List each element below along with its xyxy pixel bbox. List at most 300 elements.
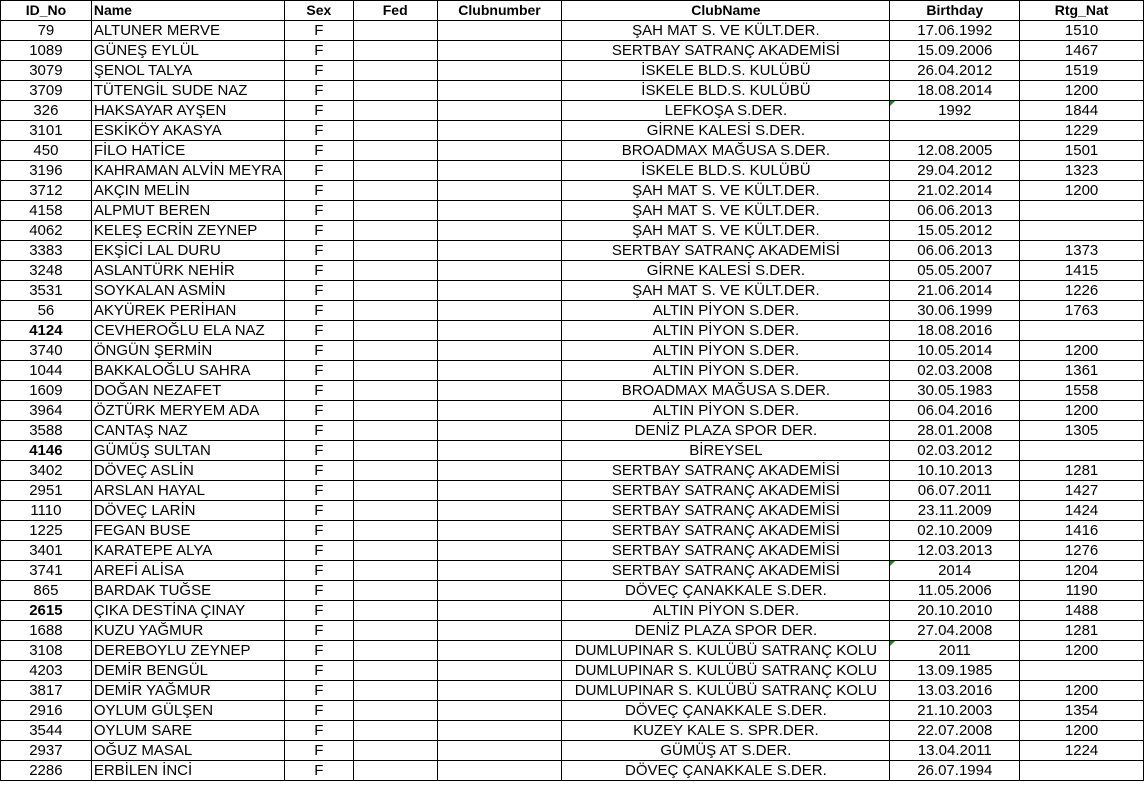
- cell-rtg-nat[interactable]: 1200: [1020, 721, 1144, 741]
- cell-rtg-nat[interactable]: 1305: [1020, 421, 1144, 441]
- cell-fed[interactable]: [353, 641, 437, 661]
- cell-sex[interactable]: F: [284, 141, 353, 161]
- cell-clubnumber[interactable]: [437, 301, 562, 321]
- cell-fed[interactable]: [353, 261, 437, 281]
- cell-name[interactable]: DEREBOYLU ZEYNEP: [91, 641, 284, 661]
- cell-birthday[interactable]: 30.05.1983: [890, 381, 1020, 401]
- cell-clubname[interactable]: İSKELE BLD.S. KULÜBÜ: [562, 161, 890, 181]
- cell-rtg-nat[interactable]: 1416: [1020, 521, 1144, 541]
- cell-birthday[interactable]: 06.07.2011: [890, 481, 1020, 501]
- cell-fed[interactable]: [353, 761, 437, 781]
- cell-birthday[interactable]: 12.08.2005: [890, 141, 1020, 161]
- cell-fed[interactable]: [353, 141, 437, 161]
- cell-rtg-nat[interactable]: 1200: [1020, 81, 1144, 101]
- cell-birthday[interactable]: 12.03.2013: [890, 541, 1020, 561]
- cell-birthday[interactable]: 17.06.1992: [890, 21, 1020, 41]
- cell-clubname[interactable]: KUZEY KALE S. SPR.DER.: [562, 721, 890, 741]
- cell-rtg-nat[interactable]: 1190: [1020, 581, 1144, 601]
- cell-clubnumber[interactable]: [437, 161, 562, 181]
- cell-name[interactable]: BARDAK TUĞSE: [91, 581, 284, 601]
- cell-sex[interactable]: F: [284, 201, 353, 221]
- cell-clubnumber[interactable]: [437, 521, 562, 541]
- cell-fed[interactable]: [353, 181, 437, 201]
- cell-rtg-nat[interactable]: 1558: [1020, 381, 1144, 401]
- cell-clubname[interactable]: DUMLUPINAR S. KULÜBÜ SATRANÇ KOLU: [562, 661, 890, 681]
- cell-fed[interactable]: [353, 421, 437, 441]
- cell-name[interactable]: OYLUM SARE: [91, 721, 284, 741]
- cell-id-no[interactable]: 3101: [1, 121, 92, 141]
- cell-id-no[interactable]: 1110: [1, 501, 92, 521]
- cell-id-no[interactable]: 3196: [1, 161, 92, 181]
- cell-clubname[interactable]: ŞAH MAT S. VE KÜLT.DER.: [562, 221, 890, 241]
- cell-rtg-nat[interactable]: [1020, 221, 1144, 241]
- cell-clubname[interactable]: ŞAH MAT S. VE KÜLT.DER.: [562, 281, 890, 301]
- cell-sex[interactable]: F: [284, 481, 353, 501]
- cell-id-no[interactable]: 4124: [1, 321, 92, 341]
- cell-sex[interactable]: F: [284, 681, 353, 701]
- cell-clubnumber[interactable]: [437, 181, 562, 201]
- cell-name[interactable]: ARSLAN HAYAL: [91, 481, 284, 501]
- cell-fed[interactable]: [353, 21, 437, 41]
- cell-rtg-nat[interactable]: 1229: [1020, 121, 1144, 141]
- cell-fed[interactable]: [353, 61, 437, 81]
- cell-id-no[interactable]: 4146: [1, 441, 92, 461]
- cell-name[interactable]: ÖNGÜN ŞERMİN: [91, 341, 284, 361]
- cell-birthday[interactable]: 21.06.2014: [890, 281, 1020, 301]
- cell-clubnumber[interactable]: [437, 201, 562, 221]
- cell-sex[interactable]: F: [284, 661, 353, 681]
- cell-rtg-nat[interactable]: [1020, 661, 1144, 681]
- cell-sex[interactable]: F: [284, 721, 353, 741]
- cell-clubname[interactable]: ALTIN PİYON S.DER.: [562, 601, 890, 621]
- cell-name[interactable]: CANTAŞ NAZ: [91, 421, 284, 441]
- cell-name[interactable]: AKÇIN MELİN: [91, 181, 284, 201]
- cell-sex[interactable]: F: [284, 421, 353, 441]
- cell-clubname[interactable]: SERTBAY SATRANÇ AKADEMİSİ: [562, 241, 890, 261]
- cell-id-no[interactable]: 3588: [1, 421, 92, 441]
- cell-sex[interactable]: F: [284, 501, 353, 521]
- cell-clubname[interactable]: ALTIN PİYON S.DER.: [562, 321, 890, 341]
- cell-clubnumber[interactable]: [437, 381, 562, 401]
- cell-rtg-nat[interactable]: 1354: [1020, 701, 1144, 721]
- cell-clubnumber[interactable]: [437, 501, 562, 521]
- cell-clubname[interactable]: ŞAH MAT S. VE KÜLT.DER.: [562, 181, 890, 201]
- cell-fed[interactable]: [353, 301, 437, 321]
- cell-rtg-nat[interactable]: [1020, 321, 1144, 341]
- cell-birthday[interactable]: 21.10.2003: [890, 701, 1020, 721]
- cell-name[interactable]: DOĞAN NEZAFET: [91, 381, 284, 401]
- cell-clubnumber[interactable]: [437, 581, 562, 601]
- cell-clubnumber[interactable]: [437, 61, 562, 81]
- cell-sex[interactable]: F: [284, 441, 353, 461]
- cell-name[interactable]: KARATEPE ALYA: [91, 541, 284, 561]
- cell-id-no[interactable]: 4203: [1, 661, 92, 681]
- cell-clubnumber[interactable]: [437, 121, 562, 141]
- cell-birthday[interactable]: 02.03.2012: [890, 441, 1020, 461]
- cell-sex[interactable]: F: [284, 541, 353, 561]
- cell-fed[interactable]: [353, 221, 437, 241]
- cell-name[interactable]: FİLO HATİCE: [91, 141, 284, 161]
- cell-clubnumber[interactable]: [437, 761, 562, 781]
- cell-birthday[interactable]: 21.02.2014: [890, 181, 1020, 201]
- cell-fed[interactable]: [353, 341, 437, 361]
- cell-id-no[interactable]: 3544: [1, 721, 92, 741]
- cell-name[interactable]: ÇIKA DESTİNA ÇINAY: [91, 601, 284, 621]
- cell-rtg-nat[interactable]: 1361: [1020, 361, 1144, 381]
- cell-id-no[interactable]: 56: [1, 301, 92, 321]
- cell-name[interactable]: KAHRAMAN ALVİN MEYRA: [91, 161, 284, 181]
- cell-clubname[interactable]: DENİZ PLAZA SPOR DER.: [562, 421, 890, 441]
- cell-rtg-nat[interactable]: 1200: [1020, 681, 1144, 701]
- cell-sex[interactable]: F: [284, 241, 353, 261]
- cell-fed[interactable]: [353, 101, 437, 121]
- header-birthday[interactable]: Birthday: [890, 1, 1020, 21]
- cell-clubname[interactable]: İSKELE BLD.S. KULÜBÜ: [562, 61, 890, 81]
- cell-name[interactable]: SOYKALAN ASMİN: [91, 281, 284, 301]
- cell-clubnumber[interactable]: [437, 261, 562, 281]
- cell-clubnumber[interactable]: [437, 141, 562, 161]
- cell-clubname[interactable]: ŞAH MAT S. VE KÜLT.DER.: [562, 21, 890, 41]
- cell-sex[interactable]: F: [284, 581, 353, 601]
- cell-birthday[interactable]: 28.01.2008: [890, 421, 1020, 441]
- cell-fed[interactable]: [353, 601, 437, 621]
- cell-name[interactable]: GÜMÜŞ SULTAN: [91, 441, 284, 461]
- cell-clubname[interactable]: SERTBAY SATRANÇ AKADEMİSİ: [562, 481, 890, 501]
- cell-rtg-nat[interactable]: 1200: [1020, 641, 1144, 661]
- cell-sex[interactable]: F: [284, 281, 353, 301]
- cell-fed[interactable]: [353, 41, 437, 61]
- cell-name[interactable]: ALPMUT BEREN: [91, 201, 284, 221]
- cell-rtg-nat[interactable]: 1424: [1020, 501, 1144, 521]
- cell-birthday[interactable]: 02.10.2009: [890, 521, 1020, 541]
- cell-clubname[interactable]: ALTIN PİYON S.DER.: [562, 341, 890, 361]
- cell-clubnumber[interactable]: [437, 341, 562, 361]
- cell-rtg-nat[interactable]: 1200: [1020, 401, 1144, 421]
- cell-birthday[interactable]: [890, 121, 1020, 141]
- cell-rtg-nat[interactable]: [1020, 441, 1144, 461]
- cell-clubnumber[interactable]: [437, 81, 562, 101]
- cell-rtg-nat[interactable]: 1501: [1020, 141, 1144, 161]
- cell-birthday[interactable]: 11.05.2006: [890, 581, 1020, 601]
- cell-id-no[interactable]: 2916: [1, 701, 92, 721]
- cell-id-no[interactable]: 1225: [1, 521, 92, 541]
- cell-rtg-nat[interactable]: 1415: [1020, 261, 1144, 281]
- cell-sex[interactable]: F: [284, 221, 353, 241]
- cell-id-no[interactable]: 1609: [1, 381, 92, 401]
- cell-birthday[interactable]: 15.09.2006: [890, 41, 1020, 61]
- cell-id-no[interactable]: 3964: [1, 401, 92, 421]
- cell-fed[interactable]: [353, 401, 437, 421]
- cell-sex[interactable]: F: [284, 641, 353, 661]
- cell-clubname[interactable]: LEFKOŞA S.DER.: [562, 101, 890, 121]
- cell-id-no[interactable]: 3709: [1, 81, 92, 101]
- cell-clubnumber[interactable]: [437, 641, 562, 661]
- cell-name[interactable]: FEGAN BUSE: [91, 521, 284, 541]
- cell-fed[interactable]: [353, 521, 437, 541]
- cell-clubnumber[interactable]: [437, 241, 562, 261]
- cell-id-no[interactable]: 2286: [1, 761, 92, 781]
- cell-clubname[interactable]: BROADMAX MAĞUSA S.DER.: [562, 141, 890, 161]
- cell-clubnumber[interactable]: [437, 621, 562, 641]
- cell-clubnumber[interactable]: [437, 401, 562, 421]
- cell-name[interactable]: OYLUM GÜLŞEN: [91, 701, 284, 721]
- cell-rtg-nat[interactable]: 1224: [1020, 741, 1144, 761]
- cell-rtg-nat[interactable]: 1204: [1020, 561, 1144, 581]
- cell-sex[interactable]: F: [284, 101, 353, 121]
- cell-sex[interactable]: F: [284, 161, 353, 181]
- cell-rtg-nat[interactable]: 1200: [1020, 181, 1144, 201]
- cell-clubnumber[interactable]: [437, 661, 562, 681]
- cell-birthday[interactable]: 22.07.2008: [890, 721, 1020, 741]
- cell-fed[interactable]: [353, 481, 437, 501]
- cell-birthday[interactable]: 18.08.2014: [890, 81, 1020, 101]
- cell-fed[interactable]: [353, 461, 437, 481]
- header-clubnumber[interactable]: Clubnumber: [437, 1, 562, 21]
- cell-sex[interactable]: F: [284, 321, 353, 341]
- cell-birthday[interactable]: 02.03.2008: [890, 361, 1020, 381]
- cell-id-no[interactable]: 3108: [1, 641, 92, 661]
- cell-clubname[interactable]: SERTBAY SATRANÇ AKADEMİSİ: [562, 561, 890, 581]
- cell-name[interactable]: DÖVEÇ LARİN: [91, 501, 284, 521]
- cell-birthday[interactable]: 2011: [890, 641, 1020, 661]
- cell-rtg-nat[interactable]: 1276: [1020, 541, 1144, 561]
- cell-fed[interactable]: [353, 741, 437, 761]
- cell-clubnumber[interactable]: [437, 221, 562, 241]
- cell-rtg-nat[interactable]: 1281: [1020, 461, 1144, 481]
- cell-fed[interactable]: [353, 621, 437, 641]
- cell-name[interactable]: TÜTENGİL SUDE NAZ: [91, 81, 284, 101]
- cell-rtg-nat[interactable]: 1467: [1020, 41, 1144, 61]
- header-rtg-nat[interactable]: Rtg_Nat: [1020, 1, 1144, 21]
- cell-clubname[interactable]: BİREYSEL: [562, 441, 890, 461]
- cell-name[interactable]: ALTUNER MERVE: [91, 21, 284, 41]
- cell-fed[interactable]: [353, 581, 437, 601]
- cell-clubname[interactable]: DÖVEÇ ÇANAKKALE S.DER.: [562, 581, 890, 601]
- cell-clubname[interactable]: ŞAH MAT S. VE KÜLT.DER.: [562, 201, 890, 221]
- cell-birthday[interactable]: 27.04.2008: [890, 621, 1020, 641]
- cell-id-no[interactable]: 3079: [1, 61, 92, 81]
- cell-id-no[interactable]: 3817: [1, 681, 92, 701]
- cell-clubnumber[interactable]: [437, 321, 562, 341]
- cell-clubname[interactable]: SERTBAY SATRANÇ AKADEMİSİ: [562, 521, 890, 541]
- cell-sex[interactable]: F: [284, 621, 353, 641]
- cell-fed[interactable]: [353, 441, 437, 461]
- cell-birthday[interactable]: 13.04.2011: [890, 741, 1020, 761]
- cell-clubnumber[interactable]: [437, 601, 562, 621]
- cell-rtg-nat[interactable]: [1020, 761, 1144, 781]
- cell-sex[interactable]: F: [284, 181, 353, 201]
- cell-clubnumber[interactable]: [437, 361, 562, 381]
- cell-name[interactable]: EKŞİCİ LAL DURU: [91, 241, 284, 261]
- cell-birthday[interactable]: 29.04.2012: [890, 161, 1020, 181]
- cell-clubnumber[interactable]: [437, 441, 562, 461]
- cell-clubname[interactable]: DÖVEÇ ÇANAKKALE S.DER.: [562, 761, 890, 781]
- cell-rtg-nat[interactable]: 1323: [1020, 161, 1144, 181]
- cell-fed[interactable]: [353, 121, 437, 141]
- cell-id-no[interactable]: 2951: [1, 481, 92, 501]
- cell-clubname[interactable]: DÖVEÇ ÇANAKKALE S.DER.: [562, 701, 890, 721]
- cell-clubname[interactable]: BROADMAX MAĞUSA S.DER.: [562, 381, 890, 401]
- header-fed[interactable]: Fed: [353, 1, 437, 21]
- cell-sex[interactable]: F: [284, 81, 353, 101]
- cell-birthday[interactable]: 06.06.2013: [890, 241, 1020, 261]
- cell-id-no[interactable]: 3248: [1, 261, 92, 281]
- cell-fed[interactable]: [353, 701, 437, 721]
- cell-sex[interactable]: F: [284, 401, 353, 421]
- cell-birthday[interactable]: 2014: [890, 561, 1020, 581]
- cell-clubname[interactable]: SERTBAY SATRANÇ AKADEMİSİ: [562, 41, 890, 61]
- cell-id-no[interactable]: 326: [1, 101, 92, 121]
- cell-name[interactable]: DEMİR BENGÜL: [91, 661, 284, 681]
- cell-id-no[interactable]: 4062: [1, 221, 92, 241]
- cell-clubnumber[interactable]: [437, 561, 562, 581]
- cell-sex[interactable]: F: [284, 461, 353, 481]
- cell-fed[interactable]: [353, 201, 437, 221]
- cell-name[interactable]: ASLANTÜRK NEHİR: [91, 261, 284, 281]
- cell-birthday[interactable]: 06.06.2013: [890, 201, 1020, 221]
- cell-sex[interactable]: F: [284, 21, 353, 41]
- cell-name[interactable]: BAKKALOĞLU SAHRA: [91, 361, 284, 381]
- cell-rtg-nat[interactable]: 1427: [1020, 481, 1144, 501]
- cell-fed[interactable]: [353, 661, 437, 681]
- cell-birthday[interactable]: 05.05.2007: [890, 261, 1020, 281]
- cell-sex[interactable]: F: [284, 361, 353, 381]
- cell-sex[interactable]: F: [284, 61, 353, 81]
- cell-fed[interactable]: [353, 81, 437, 101]
- cell-clubnumber[interactable]: [437, 421, 562, 441]
- cell-fed[interactable]: [353, 161, 437, 181]
- cell-fed[interactable]: [353, 381, 437, 401]
- cell-birthday[interactable]: 13.09.1985: [890, 661, 1020, 681]
- cell-sex[interactable]: F: [284, 121, 353, 141]
- cell-id-no[interactable]: 3531: [1, 281, 92, 301]
- cell-clubnumber[interactable]: [437, 541, 562, 561]
- cell-clubnumber[interactable]: [437, 21, 562, 41]
- cell-birthday[interactable]: 10.10.2013: [890, 461, 1020, 481]
- cell-fed[interactable]: [353, 561, 437, 581]
- cell-rtg-nat[interactable]: 1373: [1020, 241, 1144, 261]
- cell-sex[interactable]: F: [284, 601, 353, 621]
- cell-clubname[interactable]: GİRNE KALESİ S.DER.: [562, 261, 890, 281]
- cell-fed[interactable]: [353, 281, 437, 301]
- cell-rtg-nat[interactable]: 1519: [1020, 61, 1144, 81]
- cell-birthday[interactable]: 30.06.1999: [890, 301, 1020, 321]
- cell-birthday[interactable]: 13.03.2016: [890, 681, 1020, 701]
- cell-clubnumber[interactable]: [437, 281, 562, 301]
- cell-sex[interactable]: F: [284, 561, 353, 581]
- cell-sex[interactable]: F: [284, 701, 353, 721]
- cell-sex[interactable]: F: [284, 261, 353, 281]
- cell-rtg-nat[interactable]: 1200: [1020, 341, 1144, 361]
- cell-sex[interactable]: F: [284, 381, 353, 401]
- cell-fed[interactable]: [353, 361, 437, 381]
- cell-clubname[interactable]: DUMLUPINAR S. KULÜBÜ SATRANÇ KOLU: [562, 681, 890, 701]
- cell-id-no[interactable]: 3383: [1, 241, 92, 261]
- cell-sex[interactable]: F: [284, 521, 353, 541]
- cell-rtg-nat[interactable]: [1020, 201, 1144, 221]
- cell-birthday[interactable]: 26.07.1994: [890, 761, 1020, 781]
- cell-sex[interactable]: F: [284, 741, 353, 761]
- cell-clubnumber[interactable]: [437, 461, 562, 481]
- cell-id-no[interactable]: 2937: [1, 741, 92, 761]
- cell-name[interactable]: DÖVEÇ ASLİN: [91, 461, 284, 481]
- cell-birthday[interactable]: 15.05.2012: [890, 221, 1020, 241]
- cell-id-no[interactable]: 79: [1, 21, 92, 41]
- cell-name[interactable]: CEVHEROĞLU ELA NAZ: [91, 321, 284, 341]
- cell-rtg-nat[interactable]: 1510: [1020, 21, 1144, 41]
- cell-clubnumber[interactable]: [437, 41, 562, 61]
- cell-id-no[interactable]: 3741: [1, 561, 92, 581]
- cell-birthday[interactable]: 1992: [890, 101, 1020, 121]
- cell-name[interactable]: ÖZTÜRK MERYEM ADA: [91, 401, 284, 421]
- cell-clubname[interactable]: GÜMÜŞ AT S.DER.: [562, 741, 890, 761]
- cell-clubname[interactable]: ALTIN PİYON S.DER.: [562, 401, 890, 421]
- cell-rtg-nat[interactable]: 1488: [1020, 601, 1144, 621]
- cell-rtg-nat[interactable]: 1281: [1020, 621, 1144, 641]
- cell-name[interactable]: HAKSAYAR AYŞEN: [91, 101, 284, 121]
- cell-birthday[interactable]: 20.10.2010: [890, 601, 1020, 621]
- cell-name[interactable]: OĞUZ MASAL: [91, 741, 284, 761]
- cell-clubnumber[interactable]: [437, 741, 562, 761]
- cell-id-no[interactable]: 3401: [1, 541, 92, 561]
- cell-rtg-nat[interactable]: 1763: [1020, 301, 1144, 321]
- cell-name[interactable]: DEMİR YAĞMUR: [91, 681, 284, 701]
- cell-clubnumber[interactable]: [437, 481, 562, 501]
- cell-id-no[interactable]: 1044: [1, 361, 92, 381]
- cell-clubname[interactable]: ALTIN PİYON S.DER.: [562, 361, 890, 381]
- cell-id-no[interactable]: 2615: [1, 601, 92, 621]
- header-name[interactable]: Name: [91, 1, 284, 21]
- cell-clubname[interactable]: SERTBAY SATRANÇ AKADEMİSİ: [562, 541, 890, 561]
- cell-fed[interactable]: [353, 241, 437, 261]
- cell-name[interactable]: ŞENOL TALYA: [91, 61, 284, 81]
- cell-sex[interactable]: F: [284, 301, 353, 321]
- cell-id-no[interactable]: 4158: [1, 201, 92, 221]
- cell-birthday[interactable]: 26.04.2012: [890, 61, 1020, 81]
- cell-sex[interactable]: F: [284, 41, 353, 61]
- header-sex[interactable]: Sex: [284, 1, 353, 21]
- cell-clubnumber[interactable]: [437, 101, 562, 121]
- cell-clubname[interactable]: SERTBAY SATRANÇ AKADEMİSİ: [562, 501, 890, 521]
- cell-id-no[interactable]: 450: [1, 141, 92, 161]
- cell-id-no[interactable]: 3740: [1, 341, 92, 361]
- cell-name[interactable]: AREFİ ALİSA: [91, 561, 284, 581]
- cell-fed[interactable]: [353, 541, 437, 561]
- cell-name[interactable]: KUZU YAĞMUR: [91, 621, 284, 641]
- cell-name[interactable]: AKYÜREK PERİHAN: [91, 301, 284, 321]
- cell-fed[interactable]: [353, 721, 437, 741]
- cell-clubnumber[interactable]: [437, 721, 562, 741]
- cell-id-no[interactable]: 1089: [1, 41, 92, 61]
- cell-id-no[interactable]: 865: [1, 581, 92, 601]
- header-clubname[interactable]: ClubName: [562, 1, 890, 21]
- cell-clubnumber[interactable]: [437, 701, 562, 721]
- cell-sex[interactable]: F: [284, 341, 353, 361]
- cell-clubname[interactable]: ALTIN PİYON S.DER.: [562, 301, 890, 321]
- cell-sex[interactable]: F: [284, 761, 353, 781]
- cell-name[interactable]: ERBİLEN İNCİ: [91, 761, 284, 781]
- cell-name[interactable]: KELEŞ ECRİN ZEYNEP: [91, 221, 284, 241]
- cell-birthday[interactable]: 18.08.2016: [890, 321, 1020, 341]
- cell-clubnumber[interactable]: [437, 681, 562, 701]
- cell-id-no[interactable]: 3712: [1, 181, 92, 201]
- cell-rtg-nat[interactable]: 1844: [1020, 101, 1144, 121]
- cell-clubname[interactable]: DENİZ PLAZA SPOR DER.: [562, 621, 890, 641]
- cell-fed[interactable]: [353, 501, 437, 521]
- cell-clubname[interactable]: SERTBAY SATRANÇ AKADEMİSİ: [562, 461, 890, 481]
- cell-birthday[interactable]: 06.04.2016: [890, 401, 1020, 421]
- header-id-no[interactable]: ID_No: [1, 1, 92, 21]
